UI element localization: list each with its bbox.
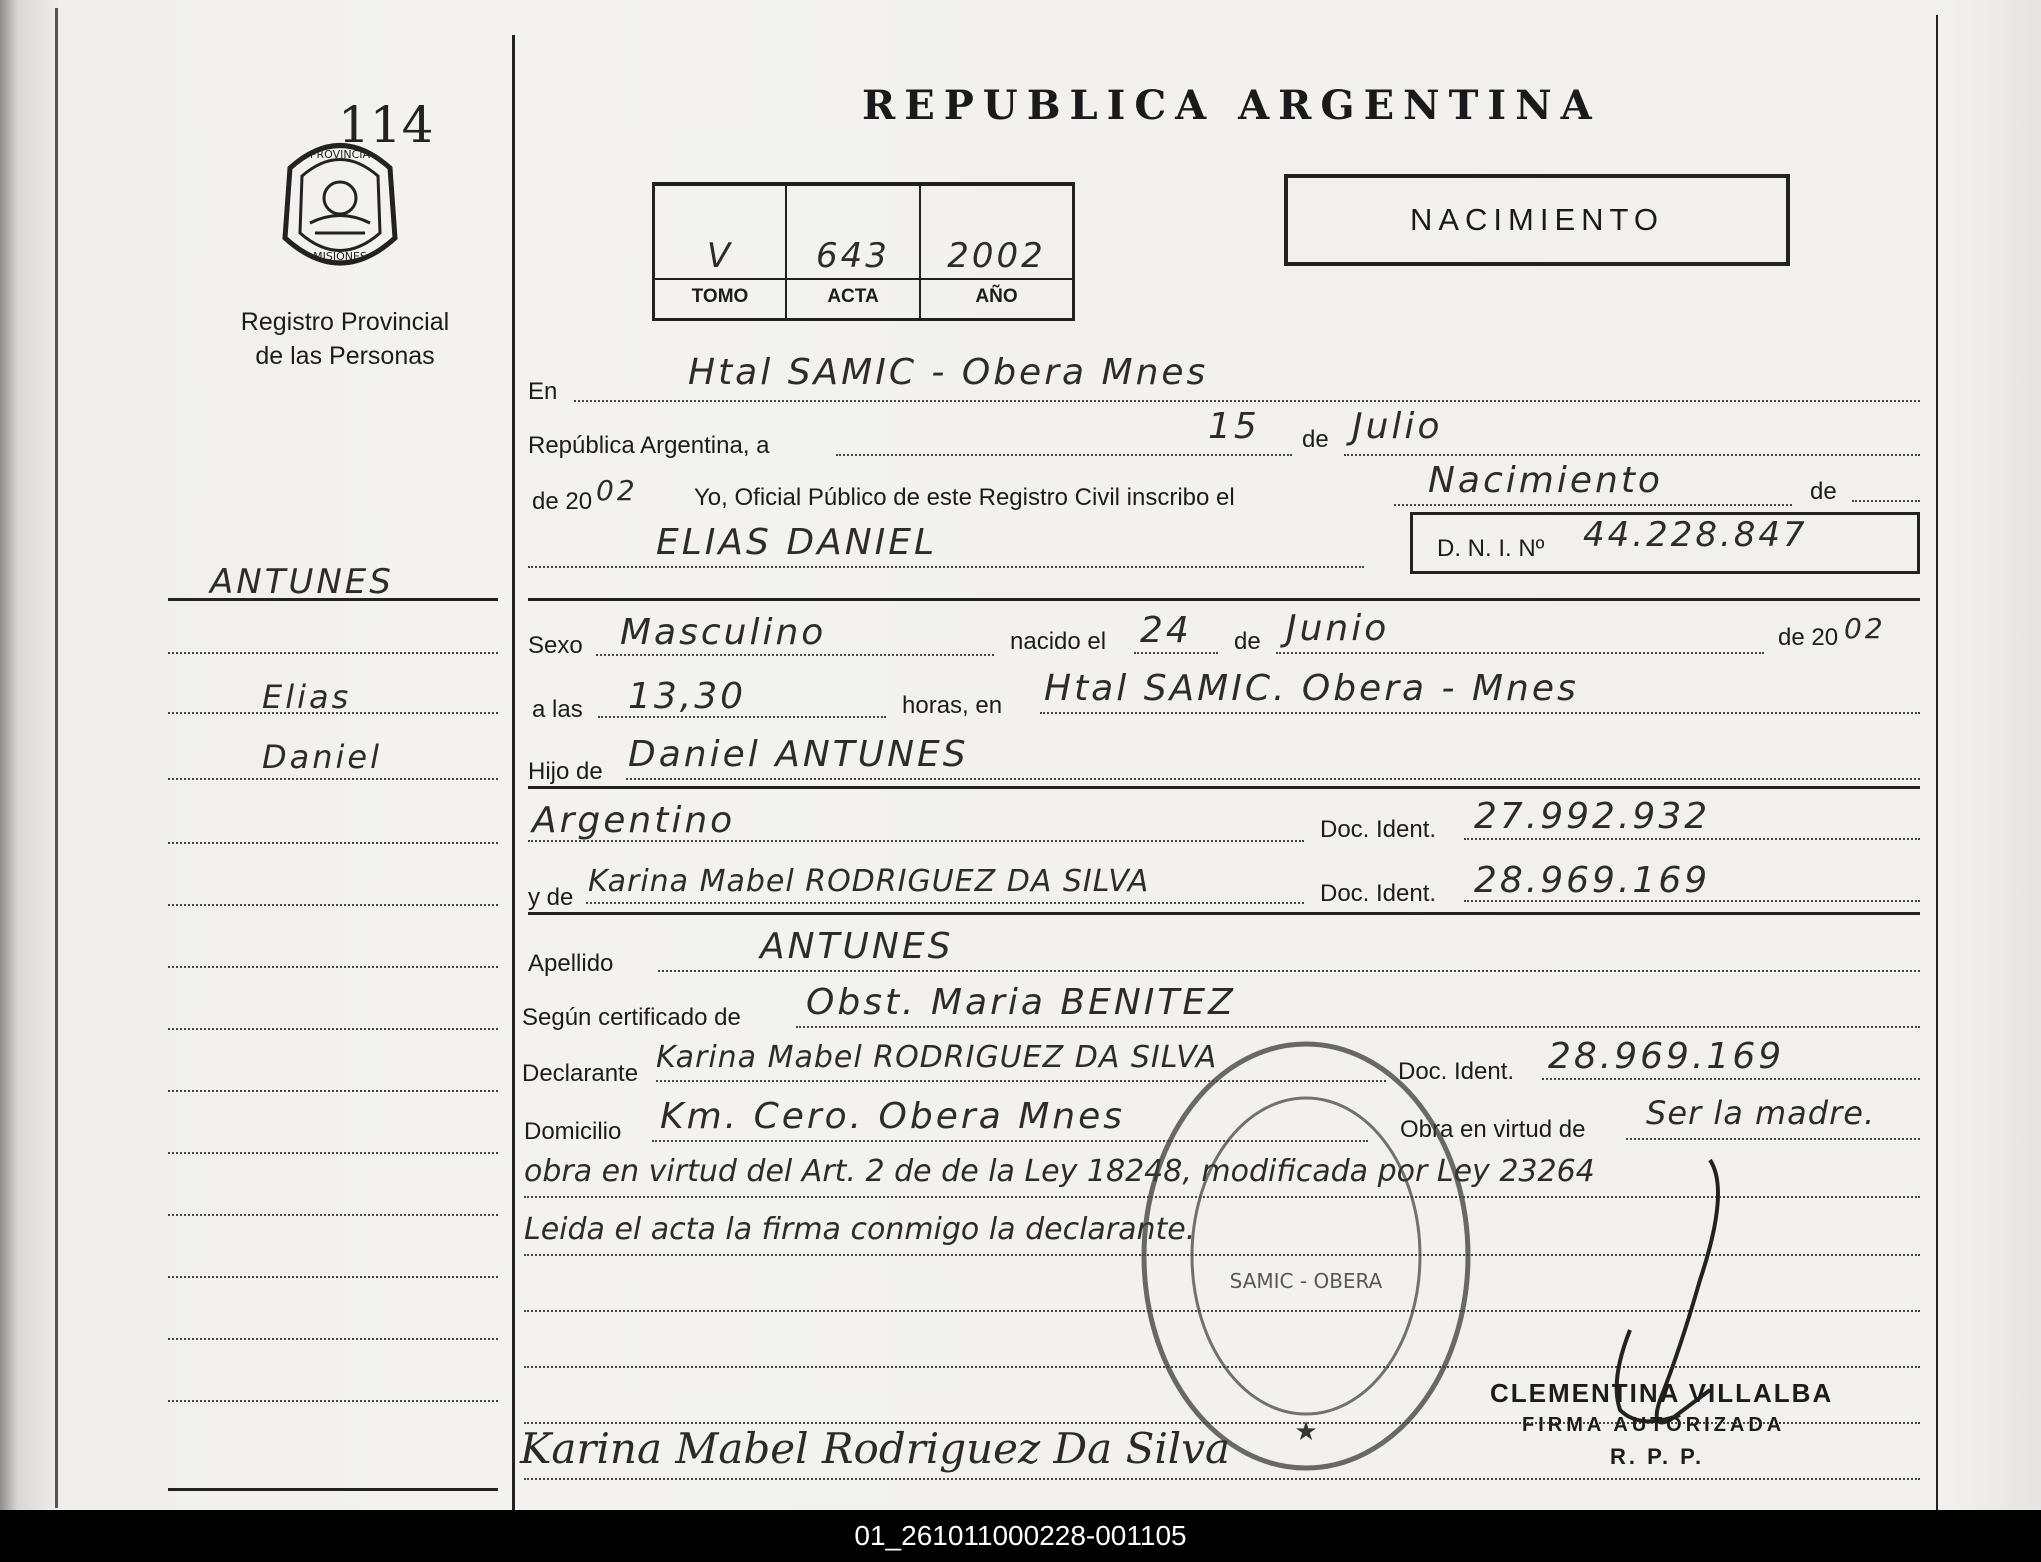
- birth-day-value: 24: [1140, 610, 1192, 651]
- registry-stamp-icon: [1136, 1036, 1476, 1476]
- certificado-value: Obst. Maria BENITEZ: [806, 982, 1236, 1023]
- hijo-label: Hijo de: [528, 758, 603, 785]
- obra-label: Obra en virtud de: [1400, 1116, 1586, 1143]
- official-org: R. P. P.: [1610, 1444, 1705, 1469]
- apellido-label: Apellido: [528, 950, 614, 977]
- domicilio-label: Domicilio: [524, 1118, 622, 1145]
- svg-text:★: ★: [1294, 1416, 1318, 1446]
- birth-time-value: 13,30: [628, 676, 747, 717]
- record-number-box: [652, 182, 1075, 321]
- seal-text-top: PROVINCIA: [309, 148, 371, 161]
- anio-value: 2002: [947, 236, 1046, 276]
- extra-line-2: Leida el acta la firma conmigo la declarante.: [524, 1212, 1196, 1247]
- anio-label: AÑO: [975, 286, 1018, 307]
- seal-text-bottom: MISIONES: [313, 250, 367, 263]
- inscribo-text: Yo, Oficial Público de este Registro Civil inscribo el: [694, 484, 1235, 511]
- father-doc-label: Doc. Ident.: [1320, 816, 1437, 843]
- margin-surname: ANTUNES: [210, 562, 394, 602]
- act-type-value: Nacimiento: [1428, 460, 1663, 501]
- acta-value: 643: [816, 236, 890, 276]
- registry-name-line2: de las Personas: [255, 342, 435, 370]
- stamp-location: SAMIC - OBERA: [1229, 1269, 1383, 1293]
- declarante-doc-label: Doc. Ident.: [1398, 1058, 1515, 1085]
- nacido-label: nacido el: [1010, 628, 1107, 655]
- declarant-signature: Karina Mabel Rodriguez Da Silva: [520, 1424, 1230, 1473]
- tomo-value: V: [706, 236, 734, 276]
- mother-doc-value: 28.969.169: [1474, 860, 1711, 901]
- section-rule-3: [528, 912, 1920, 915]
- provincial-seal-icon: [270, 128, 410, 278]
- declarante-doc-value: 28.969.169: [1548, 1036, 1785, 1077]
- father-name-value: Daniel ANTUNES: [628, 734, 969, 775]
- mother-doc-label: Doc. Ident.: [1320, 880, 1437, 907]
- section-rule-2: [528, 786, 1920, 789]
- place-value: Htal SAMIC - Obera Mnes: [688, 352, 1209, 393]
- en-label: En: [528, 378, 558, 405]
- year-suffix: 02: [596, 474, 638, 507]
- official-name: CLEMENTINA VILLALBA: [1490, 1378, 1834, 1408]
- day-value: 15: [1208, 406, 1260, 447]
- tomo-label: TOMO: [691, 286, 749, 307]
- margin-name-2: Daniel: [262, 738, 382, 776]
- horas-label: horas, en: [902, 692, 1003, 719]
- dni-box: [1410, 512, 1920, 574]
- record-type: NACIMIENTO: [1409, 202, 1665, 237]
- registry-name-line1: Registro Provincial: [240, 308, 450, 336]
- declarante-label: Declarante: [522, 1060, 639, 1087]
- left-edge: [55, 8, 58, 1508]
- sexo-value: Masculino: [620, 612, 827, 653]
- record-type-box: [1284, 174, 1790, 266]
- dni-value: 44.228.847: [1583, 515, 1808, 555]
- birth-year-suffix: 02: [1844, 612, 1886, 645]
- apellido-value: ANTUNES: [760, 926, 954, 967]
- margin-rule-bottom: [168, 1488, 498, 1491]
- margin-divider: [512, 35, 515, 1510]
- a-las-label: a las: [532, 696, 583, 723]
- y-de-label: y de: [528, 884, 574, 911]
- month-value: Julio: [1352, 406, 1443, 447]
- father-nationality-value: Argentino: [532, 800, 736, 841]
- year-prefix: de 20: [532, 488, 593, 515]
- de-label-2: de: [1810, 478, 1837, 505]
- sexo-label: Sexo: [528, 632, 583, 659]
- father-doc-value: 27.992.932: [1474, 796, 1711, 837]
- obra-value: Ser la madre.: [1646, 1094, 1876, 1132]
- birth-month-value: Junio: [1286, 608, 1390, 649]
- right-border: [1936, 15, 1938, 1510]
- dni-label: D. N. I. Nº: [1437, 535, 1545, 562]
- mother-name-value: Karina Mabel RODRIGUEZ DA SILVA: [588, 864, 1150, 899]
- extra-line-1: obra en virtud del Art. 2 de de la Ley 18248, modificada por Ley 23264: [524, 1154, 1595, 1189]
- de-label-3: de: [1234, 628, 1261, 655]
- folio-number: 114: [338, 96, 434, 154]
- section-rule-1: [528, 598, 1920, 601]
- republica-label: República Argentina, a: [528, 432, 770, 459]
- image-code-footer: 01_261011000228-001105: [0, 1510, 2041, 1562]
- de-label: de: [1302, 426, 1329, 453]
- birth-year-prefix: de 20: [1778, 624, 1839, 651]
- certificado-label: Según certificado de: [522, 1004, 741, 1031]
- birth-place-value: Htal SAMIC. Obera - Mnes: [1044, 668, 1579, 709]
- margin-name-1: Elias: [262, 678, 352, 716]
- official-title: FIRMA AUTORIZADA: [1522, 1414, 1786, 1436]
- domicilio-value: Km. Cero. Obera Mnes: [660, 1096, 1125, 1137]
- country-title: REPUBLICA ARGENTINA: [862, 82, 1601, 129]
- acta-label: ACTA: [827, 286, 879, 307]
- child-name: ELIAS DANIEL: [656, 522, 938, 563]
- declarante-value: Karina Mabel RODRIGUEZ DA SILVA: [656, 1040, 1218, 1075]
